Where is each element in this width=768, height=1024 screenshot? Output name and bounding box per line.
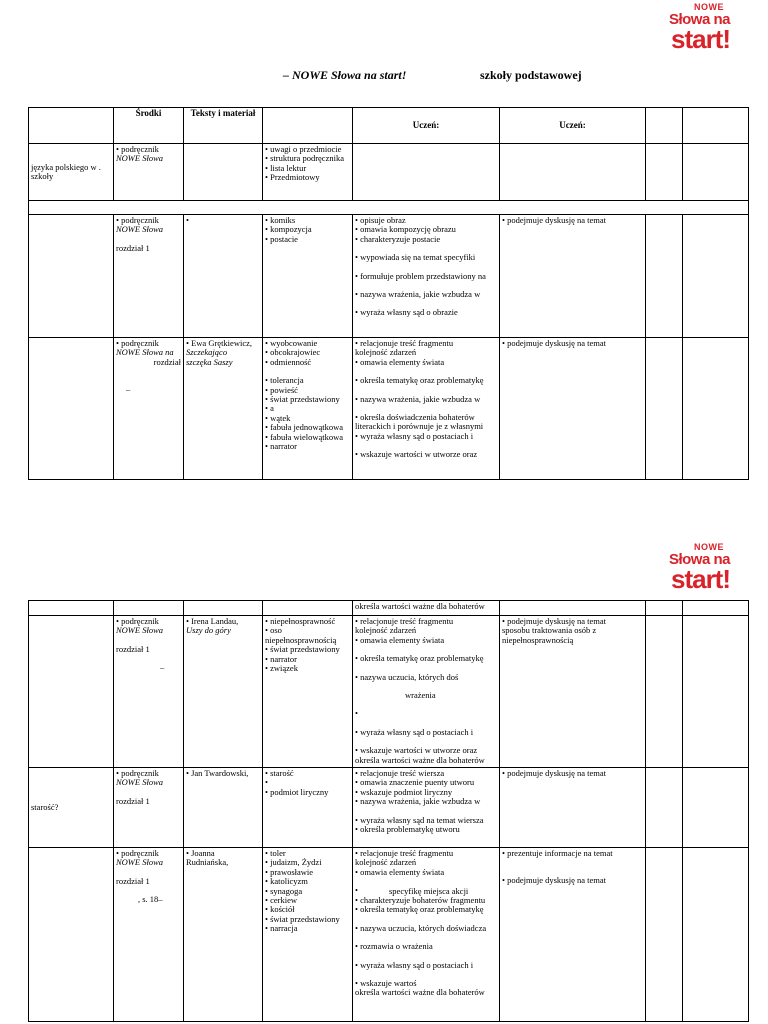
text-line: • charakteryzuje bohaterów fragmentu: [355, 895, 486, 906]
text-line: • wskazuje wartości w utworze oraz: [355, 745, 478, 756]
text-line: • narracja: [265, 923, 298, 934]
table-row: [29, 616, 749, 768]
cell: [263, 848, 353, 1022]
plan-table-2: [28, 600, 749, 1022]
cell: określa wartości ważne dla bohaterów: [353, 601, 500, 616]
text-line: wrażenia: [405, 690, 436, 701]
cell: [500, 601, 646, 616]
text-line: NOWE Słowa: [116, 777, 163, 788]
cell: [29, 338, 114, 480]
text-line: sposobu traktowania osób z: [502, 625, 597, 636]
cell: [29, 215, 114, 338]
text-line: • uwagi o przedmiocie: [265, 144, 342, 154]
text-line: • podejmuje dyskusję na temat: [502, 338, 607, 348]
text-line: –: [126, 384, 131, 395]
cell: [500, 768, 646, 848]
text-line: • nazywa wrażenia, jakie wzbudza w: [355, 289, 481, 300]
cell: [114, 848, 184, 1022]
text-line: • tolerancja: [265, 375, 304, 386]
text-line: • nazywa wrażenia, jakie wzbudza w: [355, 393, 481, 404]
text-line: niepełnosprawnością: [265, 634, 337, 645]
text-line: • podejmuje dyskusję na temat: [502, 875, 607, 886]
cell: [646, 768, 683, 848]
text-line: • podejmuje dyskusję na temat: [502, 215, 607, 225]
text-line: określa wartości ważne dla bohaterów: [355, 754, 485, 765]
table-row: [29, 144, 749, 201]
cell: [500, 848, 646, 1022]
cell: [646, 601, 683, 616]
text-line: • Ewa Grętkiewicz,: [186, 338, 252, 348]
text-line: • określa tematykę oraz problematykę: [355, 904, 484, 915]
text-line: niepełnosprawnością: [502, 634, 574, 645]
text-line: • relacjonuje treść wiersza: [355, 768, 445, 778]
header-row: [29, 108, 749, 144]
cell: [646, 338, 683, 480]
text-line: •: [355, 885, 358, 896]
text-line: • komiks: [265, 215, 296, 225]
text-line: • świat przedstawiony: [265, 394, 340, 405]
table-row: [29, 201, 749, 215]
logo-nowe: NOWE: [694, 542, 724, 552]
logo-slowa: Słowa na: [668, 551, 730, 568]
text-line: • wskazuje wartoś: [355, 978, 417, 989]
cell: [184, 848, 263, 1022]
cell: [353, 848, 500, 1022]
cell: [114, 338, 184, 480]
cell: [114, 144, 184, 201]
text-line: • relacjonuje treść fragmentu: [355, 848, 454, 858]
text-line: rozdział: [153, 356, 181, 367]
text-line: • podręcznik: [116, 768, 159, 778]
header-cell: [683, 108, 749, 144]
text-line: –: [160, 662, 165, 673]
cell: [353, 215, 500, 338]
text-line: • związek: [265, 663, 298, 674]
topic-cell: starość?: [29, 768, 114, 848]
plan-table-1: [28, 107, 749, 480]
text-line: • podejmuje dyskusję na temat: [502, 768, 607, 778]
header-cell: [29, 108, 114, 144]
cell: [646, 848, 683, 1022]
text-line: Uszy do góry: [186, 625, 231, 636]
text-line: • omawia elementy świata: [355, 866, 445, 877]
text-line: rozdział 1: [116, 875, 150, 886]
text-line: • wyraża własny sąd o postaciach i: [355, 959, 474, 970]
text-line: • katolicyzm: [265, 876, 308, 887]
text-line: szczęka Saszy: [186, 356, 233, 367]
text-line: rozdział 1: [116, 643, 150, 654]
text-line: • wskazuje podmiot liryczny: [355, 786, 453, 797]
text-line: • opisuje obraz: [355, 215, 406, 225]
text-line: • nazywa wrażenia, jakie wzbudza w: [355, 796, 481, 807]
brand-logo-page2: [650, 542, 730, 594]
text-line: • a: [265, 403, 274, 414]
cell: [500, 215, 646, 338]
cell: [184, 601, 263, 616]
cell: [500, 144, 646, 201]
text-line: • nazywa uczucia, których doś: [355, 671, 459, 682]
text-line: •: [186, 215, 189, 225]
logo-start: start!: [670, 564, 730, 594]
text-line: • relacjonuje treść fragmentu: [355, 338, 454, 348]
text-line: • starość: [265, 768, 294, 778]
text-line: • określa tematykę oraz problematykę: [355, 375, 484, 386]
cell: [263, 768, 353, 848]
cell: [184, 144, 263, 201]
text-line: • prezentuje informacje na temat: [502, 848, 613, 858]
cell: [184, 616, 263, 768]
text-line: • podręcznik: [116, 144, 159, 154]
text-line: kolejność zdarzeń: [355, 625, 417, 636]
header-cell: [646, 108, 683, 144]
text-line: • charakteryzuje postacie: [355, 233, 441, 244]
cell: [353, 144, 500, 201]
text-line: • świat przedstawiony: [265, 644, 340, 655]
cell: [184, 768, 263, 848]
text-line: Szczekająco: [186, 347, 228, 358]
text-line: • wątek: [265, 412, 291, 423]
logo-slowa: Słowa na: [668, 11, 730, 28]
title-part1: – NOWE Słowa na start!: [283, 68, 407, 82]
table-row: [29, 848, 749, 1022]
text-line: • fabuła wielowątkowa: [265, 431, 344, 442]
table-row: [29, 338, 749, 480]
text-line: • wypowiada się na temat specyfiki: [355, 252, 476, 263]
cell: [500, 338, 646, 480]
header-cell: Uczeń:: [500, 108, 646, 144]
cell: [114, 768, 184, 848]
title-part2: szkoły podstawowej: [480, 68, 582, 82]
cell: [29, 601, 114, 616]
header-cell: Środki: [114, 108, 184, 144]
text-line: • podejmuje dyskusję na temat: [502, 616, 607, 626]
cell: [646, 144, 683, 201]
text-line: • obcokrajowiec: [265, 347, 321, 358]
text-line: • oso: [265, 625, 282, 636]
cell: [263, 338, 353, 480]
cell: [353, 768, 500, 848]
cell: [646, 616, 683, 768]
brand-logo: [650, 2, 730, 54]
text-line: • kompozycja: [265, 224, 312, 235]
text-line: •: [265, 777, 268, 788]
cell: [683, 601, 749, 616]
text-line: • narrator: [265, 653, 297, 664]
text-line: • podręcznik: [116, 616, 159, 626]
text-line: Rudniańska,: [186, 857, 229, 868]
header-cell: [263, 108, 353, 144]
text-line: • rozmawia o wrażenia: [355, 941, 433, 952]
text-line: • odmienność: [265, 356, 312, 367]
text-line: literackich i porównuje je z własnymi: [355, 421, 484, 432]
text-line: • wskazuje wartości w utworze oraz: [355, 449, 478, 460]
text-line: • cerkiew: [265, 895, 297, 906]
cell: [353, 616, 500, 768]
text-line: rozdział 1: [116, 242, 150, 253]
text-line: • określa problematykę utworu: [355, 824, 460, 835]
cell: [683, 616, 749, 768]
header-cell: Teksty i materiał: [184, 108, 263, 144]
text-line: • określa tematykę oraz problematykę: [355, 653, 484, 664]
cell: [184, 338, 263, 480]
text-line: rozdział 1: [116, 795, 150, 806]
text-line: , s. 18–: [138, 894, 163, 905]
cell: [683, 215, 749, 338]
cell: [683, 768, 749, 848]
cell: [683, 338, 749, 480]
logo-start: start!: [670, 24, 730, 54]
text-line: • narrator: [265, 441, 297, 452]
text-line: • wyraża własny sąd o obrazie: [355, 307, 458, 318]
text-line: • Jan Twardowski,: [186, 768, 249, 778]
cell: [500, 616, 646, 768]
text-line: • omawia elementy świata: [355, 634, 445, 645]
text-line: • synagoga: [265, 885, 303, 896]
text-line: • fabuła jednowątkowa: [265, 422, 344, 433]
text-line: NOWE Słowa: [116, 224, 163, 235]
cell: [263, 144, 353, 201]
cell: [114, 616, 184, 768]
cell: [683, 848, 749, 1022]
text-line: • judaizm, Żydzi: [265, 857, 322, 868]
text-line: • podmiot liryczny: [265, 786, 329, 797]
text-line: specyfikę miejsca akcji: [389, 885, 469, 896]
text-line: • Joanna: [186, 848, 215, 858]
text-line: NOWE Słowa: [116, 153, 163, 164]
text-line: • omawia elementy świata: [355, 356, 445, 367]
text-line: określa wartości ważne dla bohaterów: [355, 987, 485, 998]
text-line: • Przedmiotowy: [265, 172, 320, 183]
cell: [353, 338, 500, 480]
cell: [263, 616, 353, 768]
cell: [29, 201, 749, 215]
text-line: • toler: [265, 848, 286, 858]
text-line: • Irena Landau,: [186, 616, 239, 626]
text-line: NOWE Słowa: [116, 625, 163, 636]
text-line: • omawia znaczenie puenty utworu: [355, 777, 475, 788]
text-line: • podręcznik: [116, 848, 159, 858]
text-line: kolejność zdarzeń: [355, 347, 417, 358]
text-line: • powieść: [265, 384, 298, 395]
text-line: NOWE Słowa na: [116, 347, 174, 358]
text-line: • podręcznik: [116, 338, 159, 348]
logo-nowe: NOWE: [694, 2, 724, 12]
text-line: • lista lektur: [265, 162, 307, 173]
cell: [114, 215, 184, 338]
table-row: [29, 601, 749, 616]
text-line: • relacjonuje treść fragmentu: [355, 616, 454, 626]
text-line: • określa doświadczenia bohaterów: [355, 412, 475, 423]
text-line: • podręcznik: [116, 215, 159, 225]
cell: [184, 215, 263, 338]
text-line: • nazywa uczucia, których doświadcza: [355, 922, 487, 933]
text-line: • wyraża własny sąd na temat wiersza: [355, 814, 484, 825]
text-line: • struktura podręcznika: [265, 153, 344, 164]
text-line: • postacie: [265, 233, 298, 244]
text-line: • wyraża własny sąd o postaciach i: [355, 430, 474, 441]
cell: [263, 215, 353, 338]
table-row: [29, 215, 749, 338]
text-line: •: [355, 708, 358, 719]
text-line: • wyobcowanie: [265, 338, 318, 348]
table-row: [29, 768, 749, 848]
cell: [29, 616, 114, 768]
cell: [29, 848, 114, 1022]
text-line: • świat przedstawiony: [265, 913, 340, 924]
text-line: kolejność zdarzeń: [355, 857, 417, 868]
text-line: • formułuje problem przedstawiony na: [355, 270, 486, 281]
cell: [114, 601, 184, 616]
text-line: NOWE Słowa: [116, 857, 163, 868]
cell: [646, 215, 683, 338]
header-cell: Uczeń:: [353, 108, 500, 144]
text-line: • wyraża własny sąd o postaciach i: [355, 726, 474, 737]
cell: [263, 601, 353, 616]
text-line: • niepełnosprawność: [265, 616, 336, 626]
cell: [683, 144, 749, 201]
topic-cell: języka polskiego w . szkoły: [29, 144, 114, 201]
text-line: • prawosławie: [265, 866, 314, 877]
text-line: • kościół: [265, 904, 295, 915]
text-line: • omawia kompozycję obrazu: [355, 224, 456, 235]
